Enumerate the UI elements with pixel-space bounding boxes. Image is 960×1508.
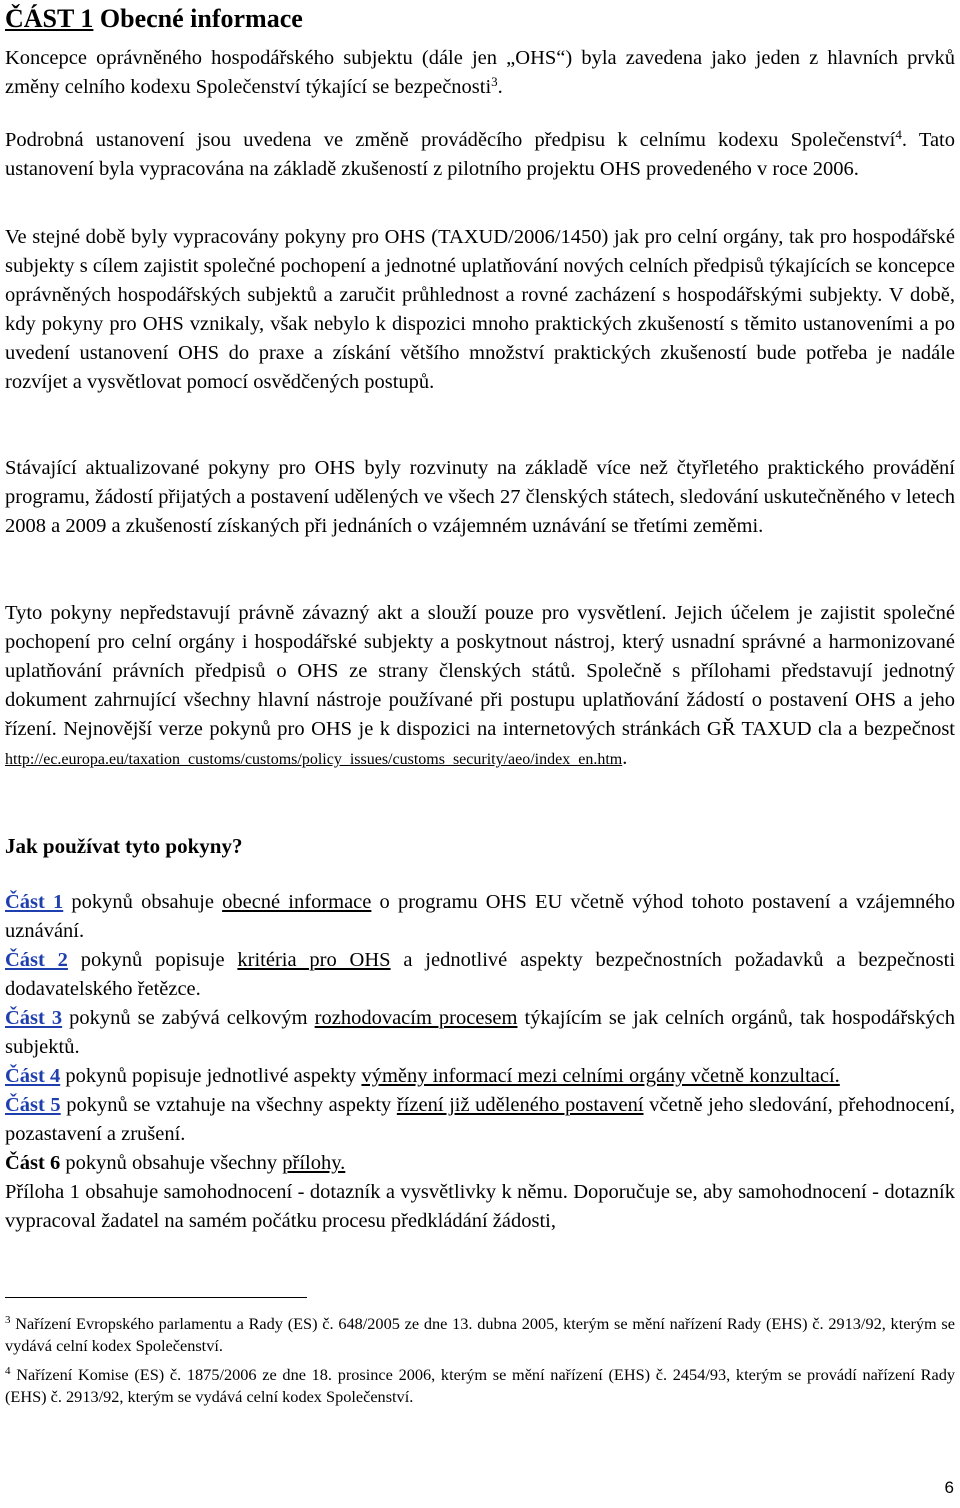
part-6-item	[5, 1149, 955, 1178]
part-4-topic-link[interactable]: výměny informací mezi celními orgány včetně konzultací.	[361, 1065, 840, 1087]
part-3-link[interactable]: Část 3	[5, 1007, 63, 1029]
section-heading	[5, 3, 303, 35]
part-1-link[interactable]: Část 1	[5, 891, 64, 913]
paragraph-2-text-b: . Tato ustanovení byla vypracována na základě zkušeností z pilotního projektu OHS provedeného v roce 2006.	[5, 129, 955, 180]
part-3-topic-link[interactable]: rozhodovacím procesem	[314, 1007, 518, 1029]
part-3-post: týkajícím se jak celních orgánů, tak hospodářských subjektů.	[5, 1007, 956, 1058]
section-number: ČÁST 1	[5, 4, 94, 33]
footnote-4	[5, 1364, 955, 1408]
part-2-post: a jednotlivé aspekty bezpečnostních požadavků a bezpečnosti dodavatelského řetězce.	[5, 949, 956, 1000]
paragraph-5-text: Tyto pokyny nepředstavují právně závazný akt a slouží pouze pro vysvětlení. Jejich účelem je zajistit společné pochopení pro celní orgány i hospodářské subjekty a poskytnout nástroj, který usnadní správné a harmonizované uplatňování právních předpisů o OHS ze strany členských států. Společně s přílohami představují jednotný dokument zahrnující všechny hlavní nástroje používané při postupu uplatňování žádostí o postavení OHS a jeho řízení. Nejnovější verze pokynů pro OHS je k dispozici na internetových stránkách GŘ TAXUD cla a bezpečnost	[5, 602, 955, 740]
footnote-4-text: Nařízení Komise (ES) č. 1875/2006 ze dne 18. prosince 2006, kterým se mění nařízení (EHS) č. 2454/93, kterým se provádí nařízení Rady (EHS) č. 2913/92, kterým se vydává celní kodex Společenství.	[5, 1365, 955, 1406]
part-5-link[interactable]: Část 5	[5, 1094, 61, 1116]
footnote-4-number: 4	[5, 1365, 11, 1377]
part-5-post: včetně jeho sledování, přehodnocení, pozastavení a zrušení.	[5, 1094, 955, 1145]
part-3-pre: pokynů se zabývá celkovým	[62, 1007, 315, 1029]
part-4-item	[5, 1062, 955, 1091]
how-to-use-heading: Jak používat tyto pokyny?	[5, 834, 243, 858]
part-1-post: o programu OHS EU včetně výhod tohoto postavení a vzájemného uznávání.	[5, 891, 956, 942]
part-4-link[interactable]: Část 4	[5, 1065, 61, 1087]
part-2-item	[5, 946, 955, 1004]
footnote-3	[5, 1313, 955, 1357]
footnote-ref-3[interactable]: 3	[491, 74, 498, 89]
part-5-item	[5, 1091, 955, 1149]
paragraph-2-text-a: Podrobná ustanovení jsou uvedena ve změně prováděcího předpisu k celnímu kodexu Společenství	[5, 129, 896, 151]
paragraph-5-end: .	[622, 747, 628, 769]
part-1-item	[5, 888, 955, 946]
part-2-topic-link[interactable]: kritéria pro OHS	[237, 949, 391, 971]
paragraph-2	[5, 126, 955, 184]
part-1-topic-link[interactable]: obecné informace	[222, 891, 372, 913]
paragraph-3: Ve stejné době byly vypracovány pokyny pro OHS (TAXUD/2006/1450) jak pro celní orgány, tak pro hospodářské subjekty s cílem zajistit společné pochopení a jednotné uplatňování nových celních předpisů týkajících se koncepce oprávněných hospodářských subjektů a zaručit průhlednost a rovné zacházení s hospodářskými subjekty. V době, kdy pokyny pro OHS vznikaly, však nebylo k dispozici mnoho praktických zkušeností s těmito ustanoveními a po uvedení ustanovení OHS do praxe a získání většího množství praktických zkušeností bude potřeba je nadále rozvíjet a vysvětlovat pomocí osvědčených postupů.	[5, 226, 955, 393]
footnote-3-number: 3	[5, 1314, 11, 1326]
part-5-pre: pokynů se vztahuje na všechny aspekty	[60, 1094, 397, 1116]
section-title: Obecné informace	[93, 4, 303, 33]
paragraph-5	[5, 599, 955, 774]
part-4-pre: pokynů popisuje jednotlivé aspekty	[60, 1065, 362, 1087]
part-2-link[interactable]: Část 2	[5, 949, 68, 971]
part-6-pre: pokynů obsahuje všechny	[60, 1152, 283, 1174]
paragraph-1-text: Koncepce oprávněného hospodářského subjektu (dále jen „OHS“) byla zavedena jako jeden z hlavních prvků změny celního kodexu Společenství týkající se bezpečnosti	[5, 47, 955, 98]
paragraph-1	[5, 44, 955, 102]
part-6-topic-link[interactable]: přílohy.	[282, 1152, 346, 1174]
footnote-ref-4[interactable]: 4	[895, 127, 902, 142]
part-1-pre: pokynů obsahuje	[63, 891, 223, 913]
part-3-item	[5, 1004, 955, 1062]
part-6-label: Část 6	[5, 1152, 61, 1174]
paragraph-1-end: .	[497, 76, 503, 98]
part-5-topic-link[interactable]: řízení již uděleného postavení	[396, 1094, 644, 1116]
part-2-pre: pokynů popisuje	[67, 949, 238, 971]
paragraph-4: Stávající aktualizované pokyny pro OHS byly rozvinuty na základě více než čtyřletého praktického provádění programu, žádostí přijatých a postavení udělených ve všech 27 členských státech, sledování uskutečněného v letech 2008 a 2009 a zkušeností získaných při jednáních o vzájemném uznávání se třetími zeměmi.	[5, 457, 955, 537]
footnote-3-text: Nařízení Evropského parlamentu a Rady (ES) č. 648/2005 ze dne 13. dubna 2005, kterým se mění nařízení Rady (EHS) č. 2913/92, kterým se vydává celní kodex Společenství.	[5, 1314, 955, 1355]
footnote-divider	[5, 1297, 307, 1298]
page-number: 6	[944, 1478, 954, 1497]
annex-1-paragraph: Příloha 1 obsahuje samohodnocení - dotazník a vysvětlivky k němu. Doporučuje se, aby samohodnocení - dotazník vypracoval žadatel na samém počátku procesu předkládání žádosti,	[5, 1181, 955, 1232]
taxud-link[interactable]: http://ec.europa.eu/taxation_customs/customs/policy_issues/customs_security/aeo/index_en.htm	[5, 751, 623, 768]
parts-list	[5, 888, 955, 1236]
